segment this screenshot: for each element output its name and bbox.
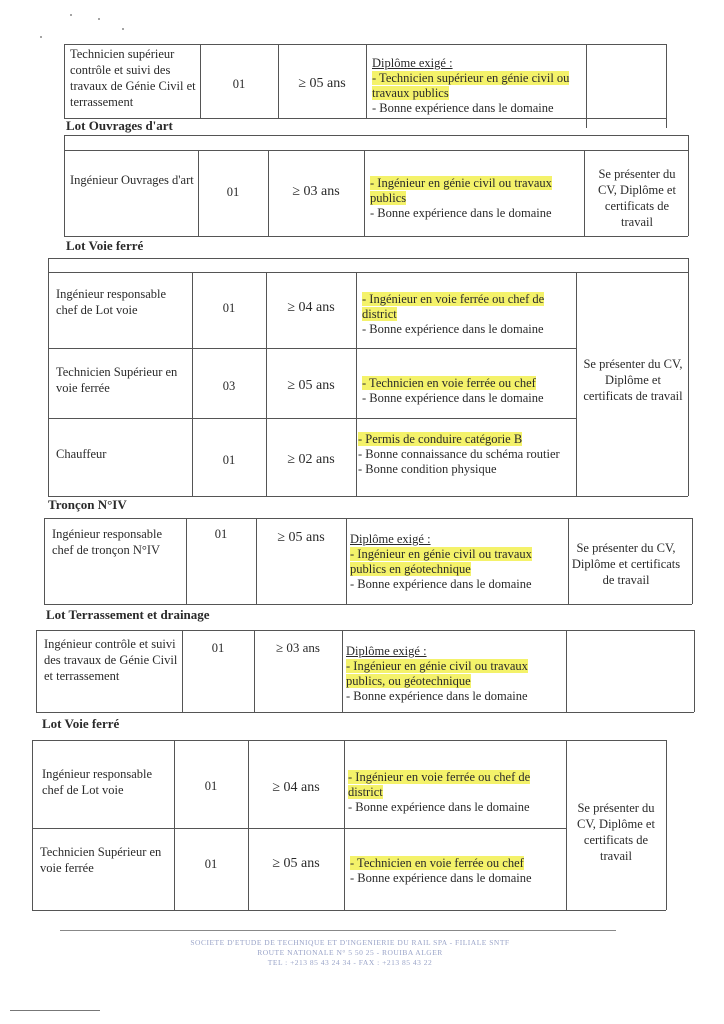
section-heading: Lot Ouvrages d'art	[66, 118, 173, 133]
requirement-line: - Technicien en voie ferrée ou chef	[362, 376, 536, 390]
footer-line: SOCIETE D'ETUDE DE TECHNIQUE ET D'INGENIERIE DU RAIL SPA - FILIALE SNTF	[190, 938, 510, 947]
requirements-cell	[346, 644, 564, 704]
requirements-cell	[350, 532, 566, 592]
section-heading: Tronçon N°IV	[48, 497, 127, 512]
diplome-label: Diplôme exigé :	[350, 532, 431, 546]
footer-line: TEL : +213 85 43 24 34 - FAX : +213 85 43 22	[267, 958, 433, 967]
requirements-cell	[372, 56, 584, 116]
experience-cell: ≥ 03 ans	[276, 640, 320, 655]
poste-cell: Ingénieur responsable chef de tronçon N°IV	[52, 527, 163, 557]
poste-cell: Technicien Supérieur en voie ferrée	[40, 845, 162, 875]
poste-cell: Ingénieur responsable chef de Lot voie	[56, 287, 167, 317]
requirement-line: - Ingénieur en génie civil ou travaux publics, ou géotechnique	[346, 659, 528, 688]
nombre-cell: 01	[214, 527, 228, 541]
requirement-line: - Bonne expérience dans le domaine	[346, 689, 528, 703]
experience-cell: ≥ 03 ans	[292, 184, 340, 199]
note-cell: Se présenter du CV, Diplôme et certificats de travail	[577, 801, 655, 863]
requirements-cell	[350, 856, 564, 886]
nombre-cell: 01	[204, 857, 218, 871]
section-heading: Lot Terrassement et drainage	[46, 607, 210, 622]
poste-cell: Technicien Supérieur en voie ferrée	[56, 365, 178, 395]
nombre-cell: 01	[222, 453, 236, 467]
poste-cell: Ingénieur responsable chef de Lot voie	[42, 767, 153, 797]
note-cell: Se présenter du CV, Diplôme et certificats de travail	[583, 357, 683, 403]
section-heading: Lot Voie ferré	[42, 716, 120, 731]
footer-line: ROUTE NATIONALE N° 5 50 25 - ROUIBA ALGER	[257, 948, 443, 957]
requirement-line: - Bonne condition physique	[358, 462, 497, 476]
requirement-line: - Ingénieur en voie ferrée ou chef de district	[348, 770, 531, 799]
requirement-line: - Bonne expérience dans le domaine	[362, 322, 544, 336]
poste-cell: Ingénieur Ouvrages d'art	[70, 173, 194, 187]
requirement-line: - Bonne expérience dans le domaine	[350, 871, 532, 885]
poste-cell: Chauffeur	[56, 447, 107, 461]
requirement-line: - Bonne expérience dans le domaine	[362, 391, 544, 405]
requirement-line: - Bonne connaissance du schéma routier	[358, 447, 560, 461]
nombre-cell: 01	[232, 77, 246, 91]
experience-cell: ≥ 04 ans	[272, 780, 320, 795]
requirement-line: - Permis de conduire catégorie B	[358, 432, 523, 446]
diplome-label: Diplôme exigé :	[372, 56, 453, 70]
experience-cell: ≥ 05 ans	[298, 76, 346, 91]
requirements-cell	[358, 432, 574, 477]
requirements-cell	[362, 292, 574, 337]
note-cell: Se présenter du CV, Diplôme et certificats de travail	[598, 167, 676, 229]
experience-cell: ≥ 05 ans	[272, 856, 320, 871]
diplome-label: Diplôme exigé :	[346, 644, 427, 658]
nombre-cell: 01	[222, 301, 236, 315]
requirement-line: - Ingénieur en voie ferrée ou chef de district	[362, 292, 545, 321]
note-cell: Se présenter du CV, Diplôme et certificats de travail	[571, 541, 681, 587]
experience-cell: ≥ 05 ans	[277, 530, 325, 545]
requirements-cell	[370, 176, 582, 221]
requirement-line: - Bonne expérience dans le domaine	[372, 101, 554, 115]
requirement-line: - Bonne expérience dans le domaine	[370, 206, 552, 220]
requirement-line: - Bonne expérience dans le domaine	[350, 577, 532, 591]
requirements-cell	[362, 376, 574, 406]
requirement-line: - Ingénieur en génie civil ou travaux publics en géotechnique	[350, 547, 532, 576]
requirement-line: - Bonne expérience dans le domaine	[348, 800, 530, 814]
experience-cell: ≥ 04 ans	[287, 300, 335, 315]
experience-cell: ≥ 02 ans	[287, 452, 335, 467]
poste-cell: Ingénieur contrôle et suivi des travaux de Génie Civil et terrassement	[44, 637, 178, 683]
nombre-cell: 01	[211, 641, 225, 655]
requirement-line: - Technicien supérieur en génie civil ou travaux publics	[372, 71, 570, 100]
nombre-cell: 01	[204, 779, 218, 793]
section-heading: Lot Voie ferré	[66, 238, 144, 253]
requirement-line: - Ingénieur en génie civil ou travaux publics	[370, 176, 552, 205]
requirements-cell	[348, 770, 564, 815]
experience-cell: ≥ 05 ans	[287, 378, 335, 393]
requirement-line: - Technicien en voie ferrée ou chef	[350, 856, 524, 870]
nombre-cell: 01	[226, 185, 240, 199]
poste-cell: Technicien supérieur contrôle et suivi des travaux de Génie Civil et terrassement	[70, 47, 196, 109]
nombre-cell: 03	[222, 379, 236, 393]
